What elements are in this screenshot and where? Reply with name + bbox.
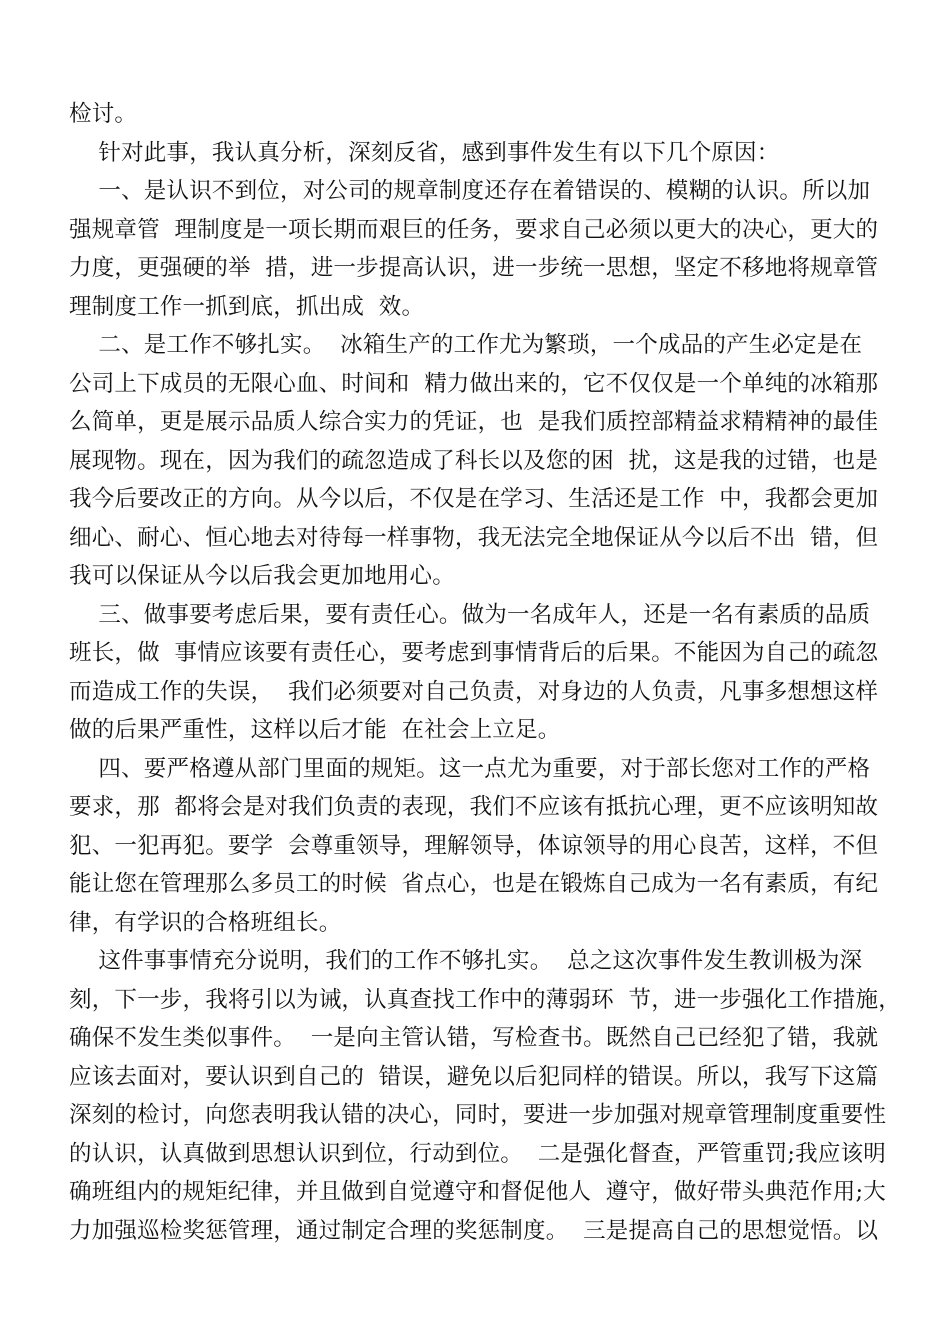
text-line: 细心、耐心、恒心地去对待每一样事物，我无法完全地保证从今以后不出 错，但 xyxy=(69,524,879,551)
text-line: 班长，做 事情应该要有责任心，要考虑到事情背后的后果。不能因为自己的疏忽 xyxy=(69,640,879,666)
text-line: 力加强巡检奖惩管理，通过制定合理的奖惩制度。 三是提高自己的思想觉悟。以 xyxy=(69,1217,879,1244)
text-line: 做的后果严重性，这样以后才能 在社会上立足。 xyxy=(69,717,561,743)
text-line: 能让您在管理那么多员工的时候 省点心，也是在锻炼自己成为一名有素质，有纪 xyxy=(69,871,879,897)
text-line: 而造成工作的失误， 我们必须要对自己负责，对身边的人负责，凡事多想想这样 xyxy=(69,678,879,705)
text-line: 我可以保证从今以后我会更加地用心。 xyxy=(69,563,455,589)
text-line: 检讨。 xyxy=(69,101,138,127)
text-line: 这件事事情充分说明，我们的工作不够扎实。 总之这次事件发生教训极为深 xyxy=(69,948,863,974)
text-line: 强规章管 理制度是一项长期而艰巨的任务，要求自己必须以更大的决心，更大的 xyxy=(69,216,879,243)
text-line: 律，有学识的合格班组长。 xyxy=(69,909,342,936)
text-line: 确班组内的规矩纪律，并且做到自觉遵守和督促他人 遵守，做好带头典范作用;大 xyxy=(69,1179,886,1205)
document-body xyxy=(69,95,901,1250)
text-line: 二、是工作不够扎实。 冰箱生产的工作尤为繁琐，一个成品的产生必定是在 xyxy=(69,332,863,358)
text-line: 理制度工作一抓到底，抓出成 效。 xyxy=(69,293,425,320)
text-line: 刻，下一步，我将引以为诫，认真查找工作中的薄弱环 节，进一步强化工作措施， xyxy=(69,986,901,1013)
text-line: 的认识，认真做到思想认识到位，行动到位。 二是强化督查，严管重罚;我应该明 xyxy=(69,1140,886,1167)
text-line: 深刻的检讨，向您表明我认错的决心，同时，要进一步加强对规章管理制度重要性 xyxy=(69,1102,887,1128)
text-line: 力度，更强硬的举 措，进一步提高认识，进一步统一思想，坚定不移地将规章管 xyxy=(69,255,879,281)
text-line: 确保不发生类似事件。 一是向主管认错，写检查书。既然自己已经犯了错，我就 xyxy=(69,1025,879,1051)
text-line: 三、做事要考虑后果，要有责任心。做为一名成年人，还是一名有素质的品质 xyxy=(69,601,871,628)
text-line: 展现物。现在，因为我们的疏忽造成了科长以及您的困 扰，这是我的过错，也是 xyxy=(69,447,879,474)
text-line: 应该去面对，要认识到自己的 错误，避免以后犯同样的错误。所以，我写下这篇 xyxy=(69,1063,879,1090)
text-line: 四、要严格遵从部门里面的规矩。这一点尤为重要，对于部长您对工作的严格 xyxy=(69,755,871,782)
text-line: 一、是认识不到位，对公司的规章制度还存在着错误的、模糊的认识。所以加 xyxy=(69,178,871,204)
text-line: 我今后要改正的方向。从今以后，不仅是在学习、生活还是工作 中，我都会更加 xyxy=(69,486,879,512)
text-line: 公司上下成员的无限心血、时间和 精力做出来的，它不仅仅是一个单纯的冰箱那 xyxy=(69,370,879,397)
text-line: 犯、一犯再犯。要学 会尊重领导，理解领导，体谅领导的用心良苦，这样，不但 xyxy=(69,832,879,859)
text-line: 么简单，更是展示品质人综合实力的凭证，也 是我们质控部精益求精精神的最佳 xyxy=(69,409,879,435)
text-line: 针对此事，我认真分析，深刻反省，感到事件发生有以下几个原因： xyxy=(69,139,780,166)
text-line: 要求，那 都将会是对我们负责的表现，我们不应该有抵抗心理，更不应该明知故 xyxy=(69,794,879,820)
